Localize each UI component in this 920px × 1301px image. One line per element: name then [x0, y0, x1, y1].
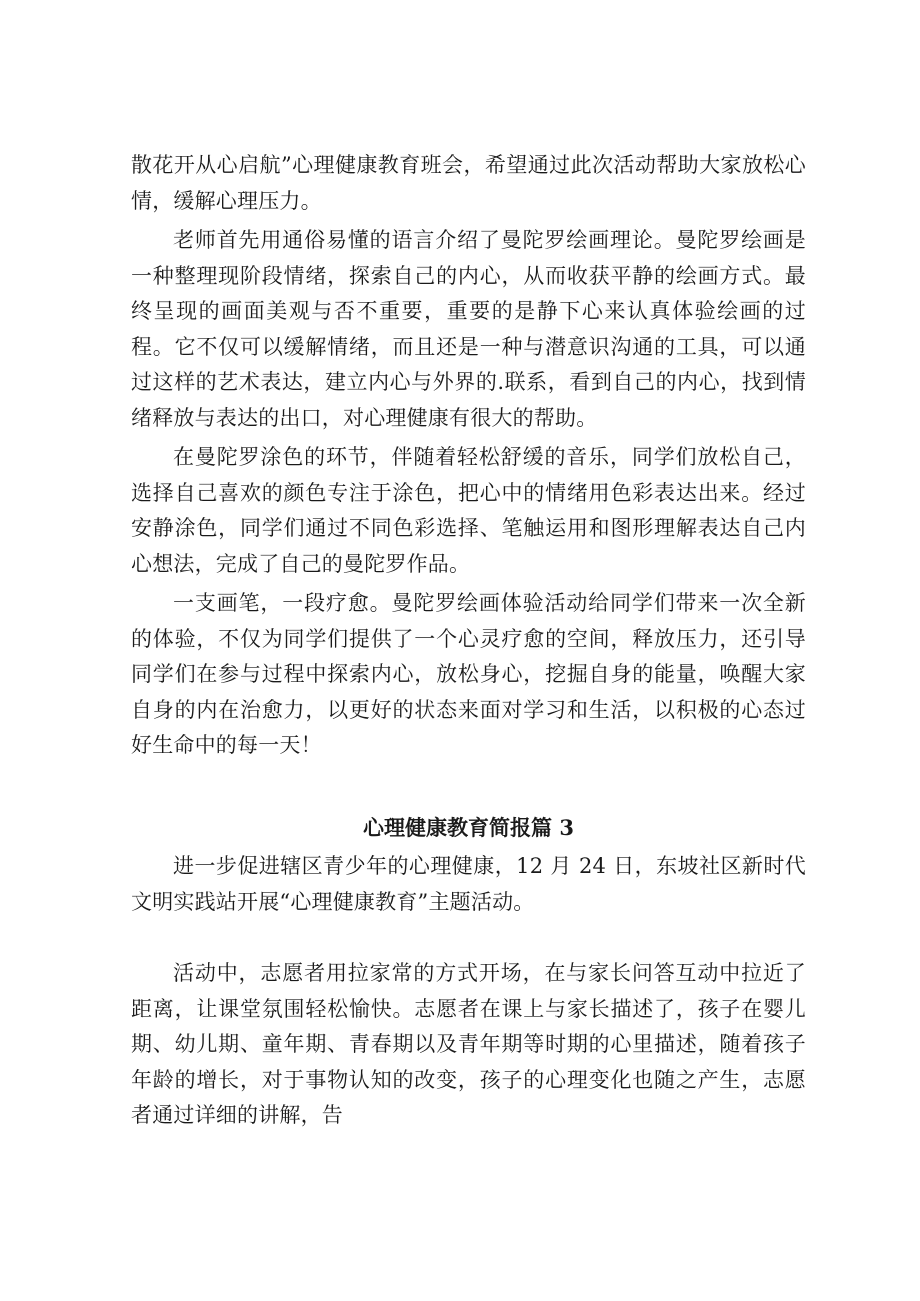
paragraph-activity-intro: 进一步促进辖区青少年的心理健康，12 月 24 日，东坡社区新时代文明实践站开展“心理健康教育”主题活动。 [131, 854, 806, 914]
paragraph-conclusion: 一支画笔，一段疗愈。曼陀罗绘画体验活动给同学们带来一次全新的体验，不仅为同学们提供了一个心灵疗愈的空间，释放压力，还引导同学们在参与过程中探索内心，放松身心，挖掘自身的能量，唤醒大家自身的内在治愈力，以更好的状态来面对学习和生活，以积极的心态过好生命中的每一天！ [131, 591, 806, 757]
paragraph-mandala-theory: 老师首先用通俗易懂的语言介绍了曼陀罗绘画理论。曼陀罗绘画是一种整理现阶段情绪，探索自己的内心，从而收获平静的绘画方式。最终呈现的画面美观与否不重要，重要的是静下心来认真体验绘画的过程。它不仅可以缓解情绪，而且还是一种与潜意识沟通的工具，可以通过这样的艺术表达，建立内心与外界的.联系，看到自己的内心，找到情绪释放与表达的出口，对心理健康有很大的帮助。 [131, 228, 806, 430]
paragraph-coloring-session: 在曼陀罗涂色的环节，伴随着轻松舒缓的音乐，同学们放松自己，选择自己喜欢的颜色专注于涂色，把心中的情绪用色彩表达出来。经过安静涂色，同学们通过不同色彩选择、笔触运用和图形理解表达自己内心想法，完成了自己的曼陀罗作品。 [131, 445, 806, 576]
paragraph-continuation: 散花开从心启航”心理健康教育班会，希望通过此次活动帮助大家放松心情，缓解心理压力。 [131, 153, 806, 213]
document-page [131, 148, 806, 1134]
section-heading: 心理健康教育简报篇 3 [363, 814, 574, 840]
paragraph-activity-detail: 活动中，志愿者用拉家常的方式开场，在与家长问答互动中拉近了距离，让课堂氛围轻松愉快。志愿者在课上与家长描述了，孩子在婴儿期、幼儿期、童年期、青春期以及青年期等时期的心里描述，随着孩子年龄的增长，对于事物认知的改变，孩子的心理变化也随之产生，志愿者通过详细的讲解，告 [131, 961, 806, 1127]
